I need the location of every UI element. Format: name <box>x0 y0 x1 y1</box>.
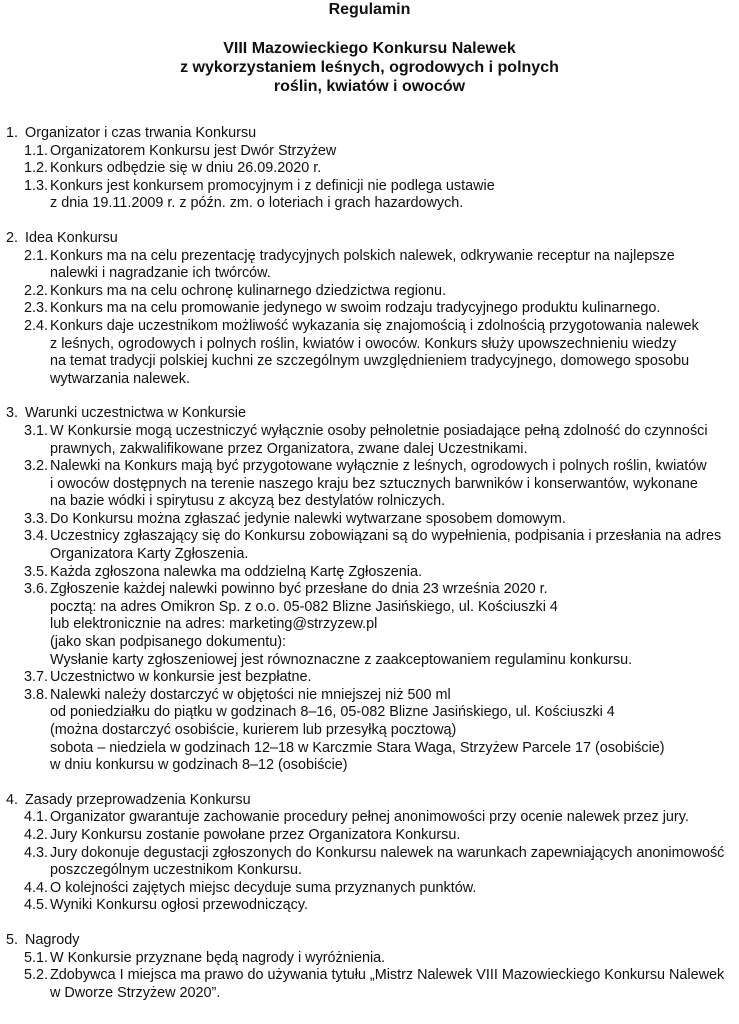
list-item <box>0 300 739 318</box>
item-text-line: Organizatorem Konkursu jest Dwór Strzyżew <box>50 142 337 159</box>
section <box>0 230 739 388</box>
item-text-line: poszczególnym uczestnikom Konkursu. <box>50 862 302 879</box>
item-text-line: Konkurs ma na celu ochronę kulinarnego dziedzictwa regionu. <box>50 282 446 299</box>
item-text-line: Konkurs jest konkursem promocyjnym i z definicji nie podlega ustawie <box>50 177 495 194</box>
section <box>0 405 739 774</box>
section-heading <box>0 230 739 248</box>
section-number: 3. <box>6 405 19 422</box>
item-text-line: O kolejności zajętych miejsc decyduje suma przyznanych punktów. <box>50 879 477 896</box>
item-number: 3.1. <box>24 422 49 439</box>
list-item <box>0 511 739 529</box>
section-number: 5. <box>6 931 19 948</box>
item-text-line: sobota – niedziela w godzinach 12–18 w Karczmie Stara Waga, Strzyżew Parcele 17 (osobiście) <box>50 739 665 756</box>
section-heading-text: Zasady przeprowadzenia Konkursu <box>25 791 251 808</box>
list-item <box>0 423 739 458</box>
item-number: 3.8. <box>24 686 49 703</box>
item-number: 4.2. <box>24 826 49 843</box>
item-text-line: Uczestnictwo w konkursie jest bezpłatne. <box>50 669 312 686</box>
list-item <box>0 845 739 880</box>
item-text-line: Nalewki należy dostarczyć w objętości nie mniejszej niż 500 ml <box>50 686 451 703</box>
item-number: 3.2. <box>24 458 49 475</box>
item-number: 3.6. <box>24 581 49 598</box>
list-item <box>0 318 739 388</box>
item-text-line: z dnia 19.11.2009 r. z późn. zm. o loteriach i grach hazardowych. <box>50 195 464 212</box>
list-item <box>0 160 739 178</box>
item-number: 2.1. <box>24 247 49 264</box>
item-text-line: Konkurs daje uczestnikom możliwość wykazania się znajomością i zdolnością przygotowania nalewek <box>50 317 699 334</box>
section-heading-text: Organizator i czas trwania Konkursu <box>25 125 257 141</box>
item-number: 3.4. <box>24 528 49 545</box>
list-item <box>0 283 739 301</box>
item-text-line: w Dworze Strzyżew 2020”. <box>50 984 221 1001</box>
list-item <box>0 827 739 845</box>
item-text-line: Zdobywca I miejsca ma prawo do używania tytułu „Mistrz Nalewek VIII Mazowieckiego Konkursu Nalewek <box>50 967 725 984</box>
list-item <box>0 669 739 687</box>
section-heading <box>0 792 739 810</box>
item-text-line: lub elektronicznie na adres: marketing@strzyzew.pl <box>50 616 378 633</box>
list-item <box>0 809 739 827</box>
item-text-line: i owoców dostępnych na terenie naszego kraju bez sztucznych barwników i konserwantów, wykonane <box>50 475 698 492</box>
subtitle-line: z wykorzystaniem leśnych, ogrodowych i polnych <box>180 59 559 76</box>
item-text-line: od poniedziałku do piątku w godzinach 8–16, 05-082 Blizne Jasińskiego, ul. Kościuszki 4 <box>50 704 615 721</box>
list-item <box>0 897 739 915</box>
item-text-line: wytwarzania nalewek. <box>50 370 190 387</box>
item-number: 2.4. <box>24 317 49 334</box>
item-number: 3.7. <box>24 669 49 686</box>
item-text-line: Konkurs odbędzie się w dniu 26.09.2020 r. <box>50 160 322 177</box>
item-text-line: Jury dokonuje degustacji zgłoszonych do Konkursu nalewek na warunkach zapewniających anonimowość <box>50 844 725 861</box>
item-text-line: prawnych, zakwalifikowane przez Organizatora, zwane dalej Uczestnikami. <box>50 440 528 457</box>
item-text-line: Uczestnicy zgłaszający się do Konkursu zobowiązani są do wypełnienia, podpisania i przesłania na adres <box>50 528 722 545</box>
section-heading-text: Nagrody <box>25 931 80 948</box>
section-heading <box>0 405 739 423</box>
list-item <box>0 880 739 898</box>
list-item <box>0 248 739 283</box>
item-number: 3.5. <box>24 563 49 580</box>
item-text-line: Jury Konkursu zostanie powołane przez Organizatora Konkursu. <box>50 826 461 843</box>
list-item <box>0 143 739 161</box>
item-number: 1.2. <box>24 160 49 177</box>
section-heading <box>0 932 739 950</box>
section-number: 2. <box>6 229 19 246</box>
item-text-line: W Konkursie przyznane będą nagrody i wyróżnienia. <box>50 949 386 966</box>
item-text-line: na temat tradycji polskiej kuchni ze szczególnym uwzględnieniem tradycyjnego, domowego sposobu <box>50 353 690 370</box>
item-number: 5.2. <box>24 967 49 984</box>
sections-list <box>0 125 739 1002</box>
list-item <box>0 458 739 511</box>
item-text-line: Organizator gwarantuje zachowanie procedury pełnej anonimowości przy ocenie nalewek przez jury. <box>50 809 689 826</box>
item-number: 4.1. <box>24 809 49 826</box>
item-number: 4.4. <box>24 879 49 896</box>
item-text-line: Zgłoszenie każdej nalewki powinno być przesłane do dnia 23 września 2020 r. <box>50 581 548 598</box>
list-item <box>0 687 739 775</box>
item-number: 2.2. <box>24 282 49 299</box>
item-text-line: pocztą: na adres Omikron Sp. z o.o. 05-082 Blizne Jasińskiego, ul. Kościuszki 4 <box>50 598 558 615</box>
item-number: 4.5. <box>24 897 49 914</box>
item-text-line: na bazie wódki i spirytusu z akcyzą bez destylatów rolniczych. <box>50 493 446 510</box>
item-text-line: Każda zgłoszona nalewka ma oddzielną Kartę Zgłoszenia. <box>50 563 422 580</box>
item-number: 2.3. <box>24 300 49 317</box>
item-text-line: w dniu konkursu w godzinach 8–12 (osobiście) <box>50 757 348 774</box>
section <box>0 932 739 1002</box>
list-item <box>0 950 739 968</box>
item-text-line: z leśnych, ogrodowych i polnych roślin, kwiatów i owoców. Konkurs służy upowszechnieniu wiedzy <box>50 335 677 352</box>
list-item <box>0 581 739 669</box>
item-text-line: Wysłanie karty zgłoszeniowej jest równoznaczne z zaakceptowaniem regulaminu konkursu. <box>50 651 633 668</box>
item-text-line: (można dostarczyć osobiście, kurierem lub przesyłką pocztową) <box>50 722 457 738</box>
item-text-line: W Konkursie mogą uczestniczyć wyłącznie osoby pełnoletnie posiadające pełną zdolność do czynności <box>50 422 708 439</box>
section-heading-text: Idea Konkursu <box>25 229 118 246</box>
item-text-line: Organizatora Karty Zgłoszenia. <box>50 546 249 563</box>
document-title: Regulamin <box>328 1 411 18</box>
item-text-line: Do Konkursu można zgłaszać jedynie nalewki wytwarzane sposobem domowym. <box>50 510 566 527</box>
section-number: 4. <box>6 791 19 808</box>
section-heading-text: Warunki uczestnictwa w Konkursie <box>25 405 247 422</box>
section-heading <box>0 125 739 143</box>
list-item <box>0 967 739 1002</box>
section <box>0 125 739 213</box>
item-number: 1.3. <box>24 177 49 194</box>
item-number: 4.3. <box>24 844 49 861</box>
item-text-line: Wyniki Konkursu ogłosi przewodniczący. <box>50 897 308 914</box>
section <box>0 792 739 915</box>
item-text-line: Nalewki na Konkurs mają być przygotowane wyłącznie z leśnych, ogrodowych i polnych roślin, kwiatów <box>50 458 707 475</box>
document-subtitle <box>0 39 739 96</box>
subtitle-line: roślin, kwiatów i owoców <box>273 78 466 95</box>
item-text-line: Konkurs ma na celu prezentację tradycyjnych polskich nalewek, odkrywanie receptur na najlepsze <box>50 247 675 264</box>
list-item <box>0 178 739 213</box>
section-number: 1. <box>6 125 19 141</box>
item-number: 1.1. <box>24 142 49 159</box>
subtitle-line: VIII Mazowieckiego Konkursu Nalewek <box>223 40 516 57</box>
item-text-line: Konkurs ma na celu promowanie jedynego w swoim rodzaju tradycyjnego produktu kulinarnego. <box>50 300 661 317</box>
list-item <box>0 528 739 563</box>
item-number: 5.1. <box>24 949 49 966</box>
item-text-line: nalewki i nagradzanie ich twórców. <box>50 265 271 282</box>
item-text-line: (jako skan podpisanego dokumentu): <box>50 634 286 651</box>
item-number: 3.3. <box>24 510 49 527</box>
list-item <box>0 564 739 582</box>
